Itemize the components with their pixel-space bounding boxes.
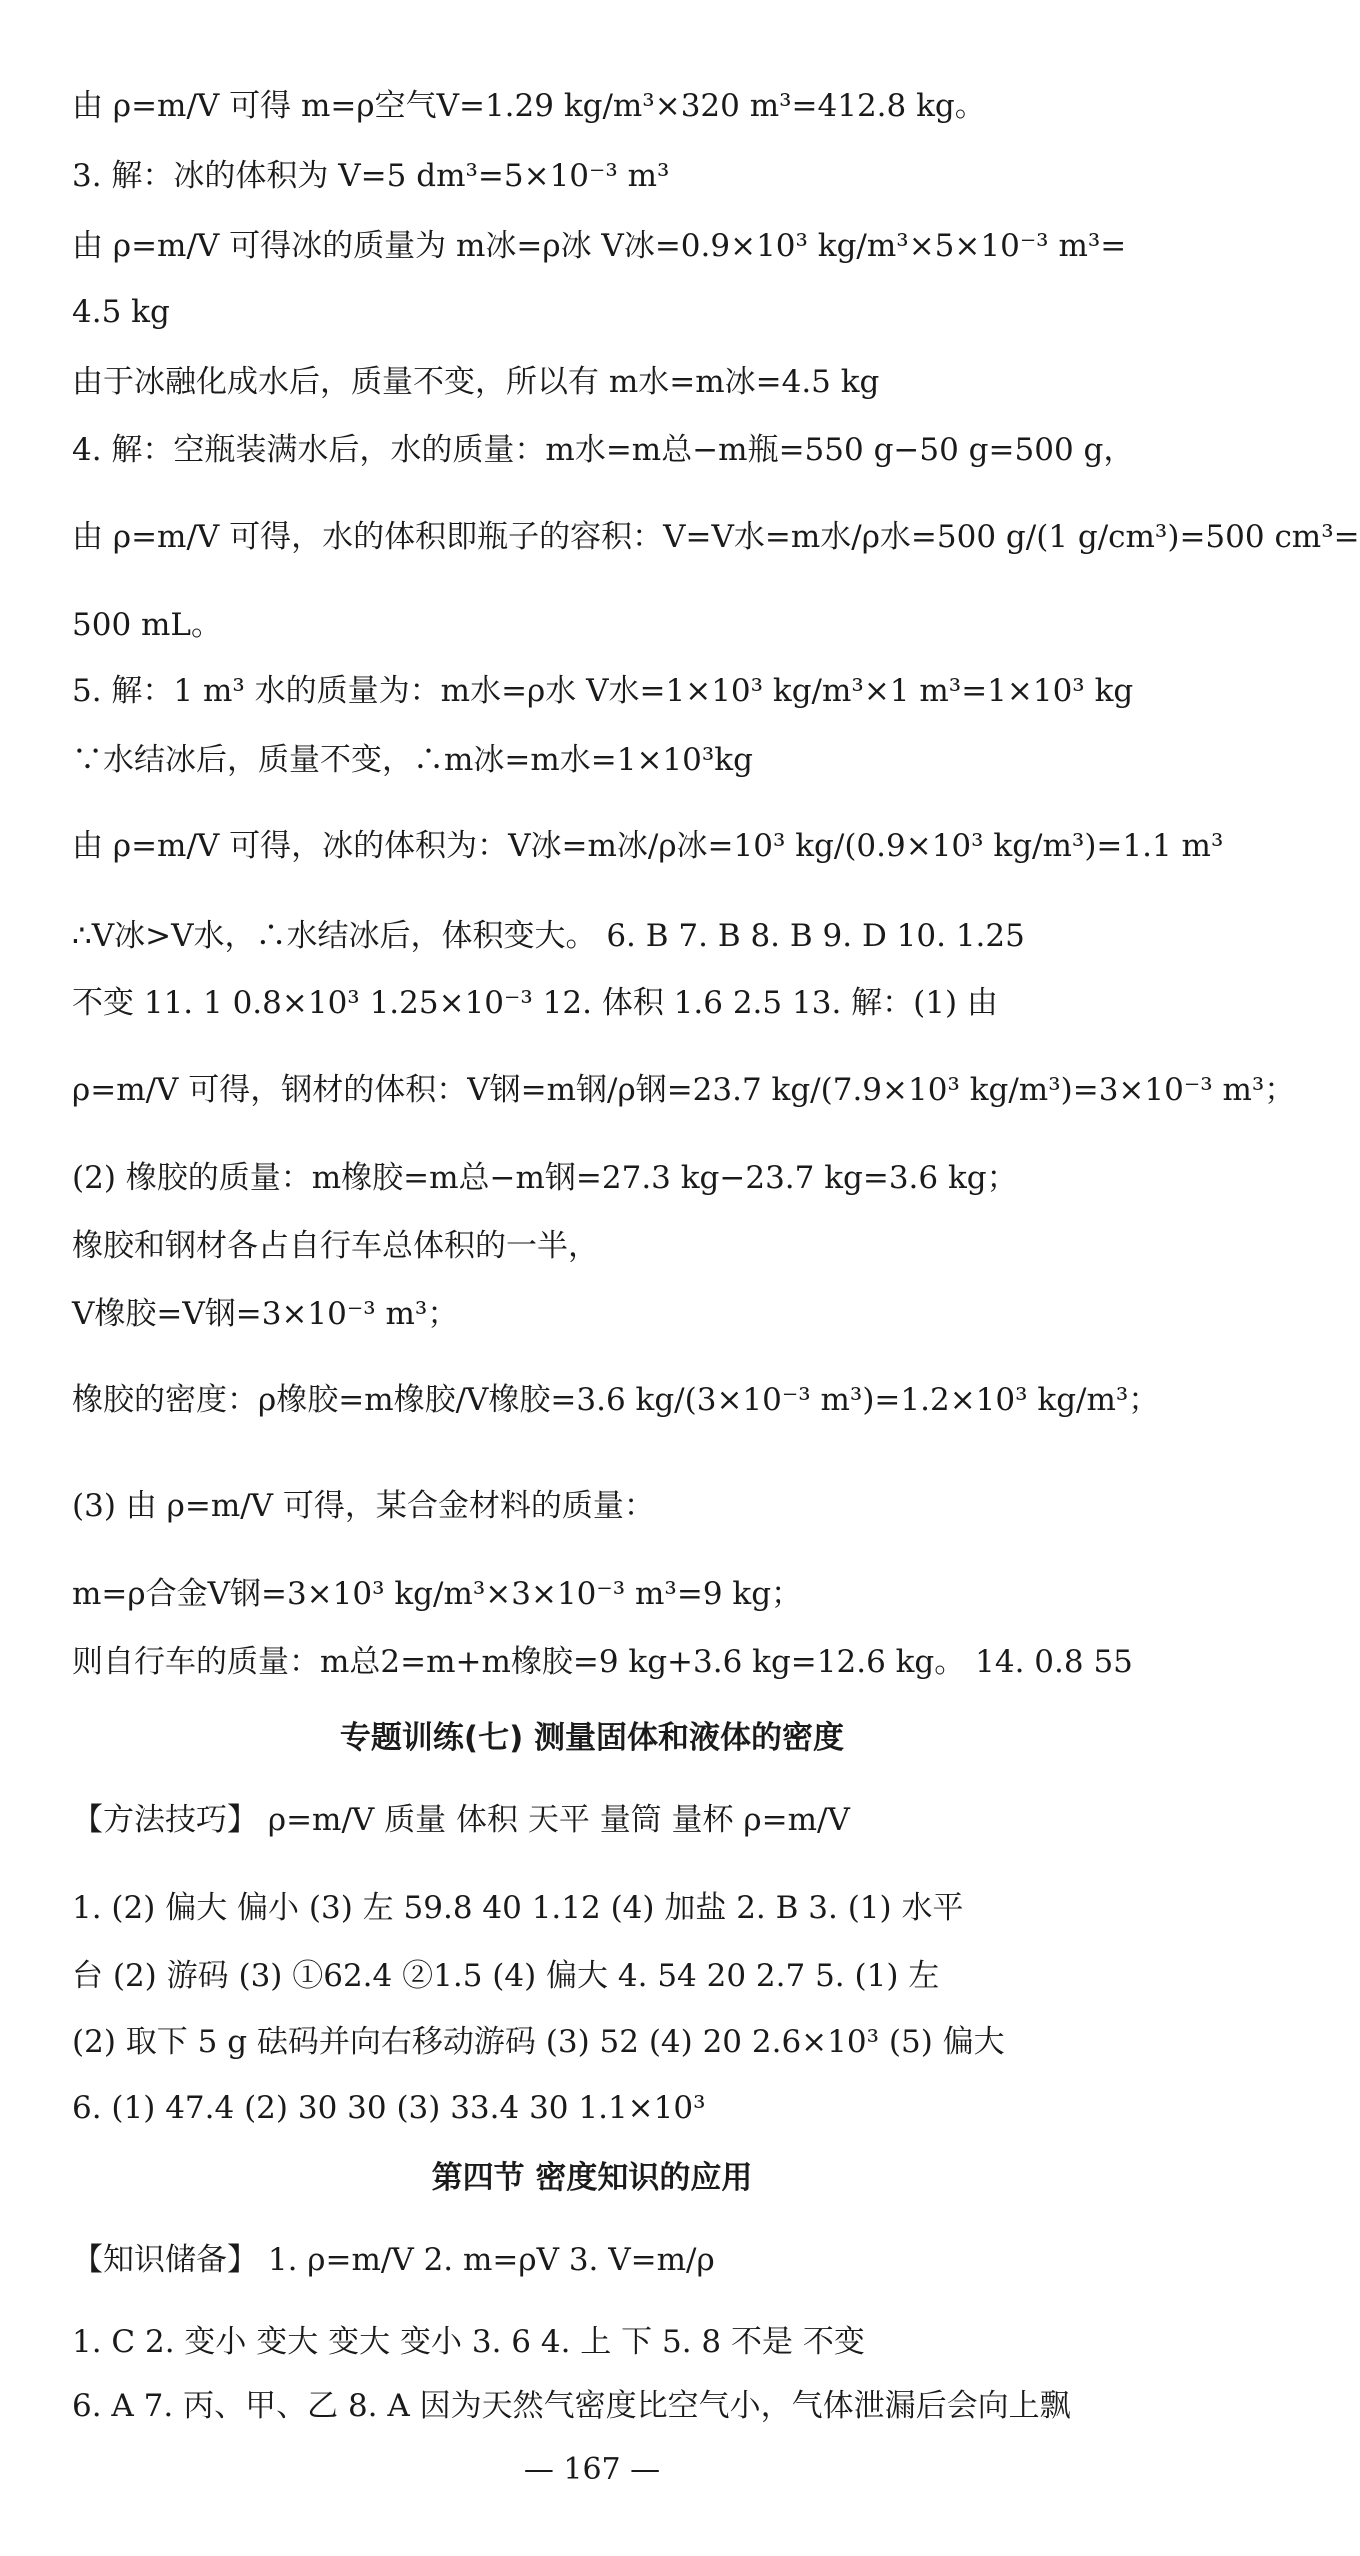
text-line: 橡胶的密度：ρ橡胶=m橡胶/V橡胶=3.6 kg/(3×10⁻³ m³)=1.2×10³ kg/m³； <box>72 1382 1160 1418</box>
text-line: 6. A 7. 丙、甲、乙 8. A 因为天然气密度比空气小，气体泄漏后会向上飘 <box>72 2388 1071 2424</box>
text-line: 4. 解：空瓶装满水后，水的质量：m水=m总−m瓶=550 g−50 g=500 g， <box>72 432 1135 468</box>
text-line: 1. C 2. 变小 变大 变大 变小 3. 6 4. 上 下 5. 8 不是 不变 <box>72 2324 865 2360</box>
text-line: 由于冰融化成水后，质量不变，所以有 m水=m冰=4.5 kg <box>72 364 880 400</box>
text-line: ∴V冰>V水，∴水结冰后，体积变大。 6. B 7. B 8. B 9. D 10. 1.25 <box>72 918 1025 954</box>
text-line: m=ρ合金V钢=3×10³ kg/m³×3×10⁻³ m³=9 kg； <box>72 1576 803 1612</box>
text-line: 【方法技巧】 ρ=m/V 质量 体积 天平 量筒 量杯 ρ=m/V <box>72 1802 850 1838</box>
text-line: 不变 11. 1 0.8×10³ 1.25×10⁻³ 12. 体积 1.6 2.5 13. 解：(1) 由 <box>72 985 998 1021</box>
text-line: ∵水结冰后，质量不变，∴m冰=m水=1×10³kg <box>72 742 753 778</box>
text-line: (2) 取下 5 g 砝码并向右移动游码 (3) 52 (4) 20 2.6×10³ (5) 偏大 <box>72 2024 1005 2060</box>
text-line: V橡胶=V钢=3×10⁻³ m³； <box>72 1296 459 1332</box>
text-line: (3) 由 ρ=m/V 可得，某合金材料的质量： <box>72 1488 655 1524</box>
section-heading: 第四节 密度知识的应用 <box>431 2160 753 2196</box>
text-line: 3. 解：冰的体积为 V=5 dm³=5×10⁻³ m³ <box>72 158 670 194</box>
text-line: 台 (2) 游码 (3) ①62.4 ②1.5 (4) 偏大 4. 54 20 2.7 5. (1) 左 <box>72 1958 940 1994</box>
text-line: 则自行车的质量：m总2=m+m橡胶=9 kg+3.6 kg=12.6 kg。 14. 0.8 55 <box>72 1644 1133 1680</box>
text-line: 由 ρ=m/V 可得，冰的体积为：V冰=m冰/ρ冰=10³ kg/(0.9×10³ kg/m³)=1.1 m³ <box>72 828 1224 864</box>
text-line: 由 ρ=m/V 可得，水的体积即瓶子的容积：V=V水=m水/ρ水=500 g/(1 g/cm³)=500 cm³= <box>72 519 1360 555</box>
text-line: 1. (2) 偏大 偏小 (3) 左 59.8 40 1.12 (4) 加盐 2. B 3. (1) 水平 <box>72 1890 964 1926</box>
text-line: 由 ρ=m/V 可得 m=ρ空气V=1.29 kg/m³×320 m³=412.8 kg。 <box>72 88 986 124</box>
page-number: — 167 — <box>523 2452 661 2487</box>
text-line: 6. (1) 47.4 (2) 30 30 (3) 33.4 30 1.1×10³ <box>72 2090 706 2126</box>
text-line: 500 mL。 <box>72 607 223 643</box>
section-heading: 专题训练(七) 测量固体和液体的密度 <box>339 1720 845 1756</box>
text-line: 5. 解：1 m³ 水的质量为：m水=ρ水 V水=1×10³ kg/m³×1 m³=1×10³ kg <box>72 673 1134 709</box>
text-line: 【知识储备】 1. ρ=m/V 2. m=ρV 3. V=m/ρ <box>72 2242 715 2278</box>
text-line: ρ=m/V 可得，钢材的体积：V钢=m钢/ρ钢=23.7 kg/(7.9×10³ kg/m³)=3×10⁻³ m³； <box>72 1072 1296 1108</box>
text-line: (2) 橡胶的质量：m橡胶=m总−m钢=27.3 kg−23.7 kg=3.6 kg； <box>72 1160 1018 1196</box>
text-line: 橡胶和钢材各占自行车总体积的一半， <box>72 1228 599 1264</box>
text-line: 4.5 kg <box>72 294 170 330</box>
text-line: 由 ρ=m/V 可得冰的质量为 m冰=ρ冰 V冰=0.9×10³ kg/m³×5×10⁻³ m³= <box>72 228 1127 264</box>
